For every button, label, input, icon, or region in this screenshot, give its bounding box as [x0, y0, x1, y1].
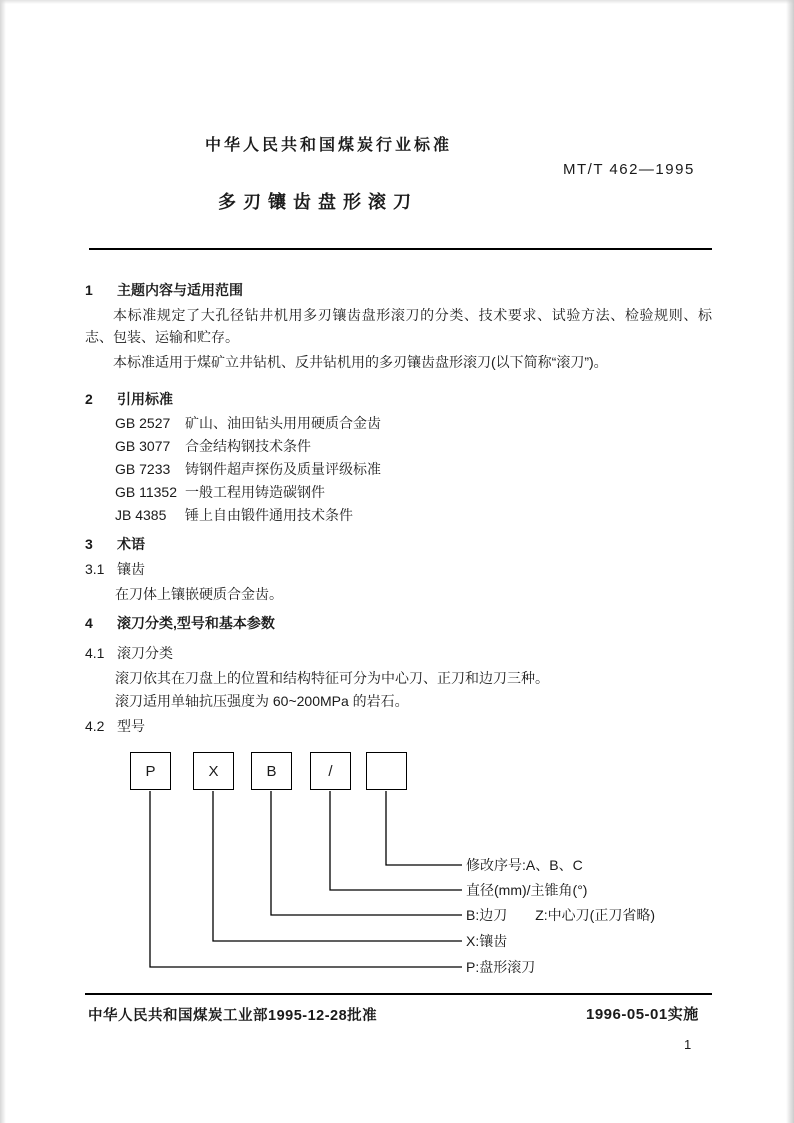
footer-divider	[85, 993, 712, 995]
reference-code: GB 3077	[115, 438, 171, 454]
reference-title: 一般工程用铸造碳钢件	[185, 484, 325, 500]
section-4-title: 滚刀分类,型号和基本参数	[117, 615, 275, 631]
model-designation-diagram	[0, 750, 794, 995]
reference-title: 合金结构钢技术条件	[185, 438, 311, 454]
page-number: 1	[684, 1037, 692, 1052]
section-4-heading	[85, 613, 275, 633]
clause-4-1-number: 4.1	[85, 645, 105, 661]
section-1-paragraph-2: 本标准适用于煤矿立井钻机、反井钻机用的多刃镶齿盘形滚刀(以下简称“滚刀”)。	[113, 354, 608, 370]
model-code-box-slash: /	[310, 752, 351, 790]
clause-4-1-title: 滚刀分类	[117, 645, 173, 661]
clause-4-2-heading	[85, 716, 145, 736]
clause-3-1-text: 在刀体上镶嵌硬质合金齿。	[115, 586, 283, 602]
clause-3-1-heading	[85, 559, 145, 579]
reference-title: 锤上自由锻件通用技术条件	[185, 507, 353, 523]
scan-edge-top	[0, 0, 794, 4]
clause-4-2-title: 型号	[117, 718, 145, 734]
section-3-heading	[85, 534, 145, 554]
section-2-heading	[85, 389, 173, 409]
clause-3-1-number: 3.1	[85, 561, 105, 577]
section-1-title: 主题内容与适用范围	[117, 282, 243, 298]
model-code-box-blank	[366, 752, 407, 790]
diagram-label-disc-cutter: P:盘形滚刀	[466, 959, 536, 975]
approval-statement: 中华人民共和国煤炭工业部1995-12-28批准	[88, 1008, 378, 1024]
reference-item	[115, 436, 311, 456]
reference-code: GB 2527	[115, 415, 171, 431]
model-code-box-p: P	[130, 752, 171, 790]
title-divider	[89, 248, 712, 250]
reference-code: GB 11352	[115, 484, 178, 500]
reference-code: GB 7233	[115, 461, 171, 477]
standard-category-heading: 中华人民共和国煤炭行业标准	[205, 137, 453, 154]
diagram-label-insert: X:镶齿	[466, 933, 508, 949]
model-code-box-b: B	[251, 752, 292, 790]
reference-item	[115, 459, 381, 479]
section-1-heading	[85, 280, 243, 300]
standard-number: MT/T 462—1995	[563, 161, 695, 178]
section-4-number: 4	[85, 615, 93, 631]
reference-item	[115, 505, 353, 525]
reference-code: JB 4385	[115, 507, 167, 523]
clause-4-2-number: 4.2	[85, 718, 105, 734]
clause-3-1-title: 镶齿	[117, 561, 145, 577]
clause-4-1-text-1: 滚刀依其在刀盘上的位置和结构特征可分为中心刀、正刀和边刀三种。	[115, 670, 549, 686]
section-1-paragraph-1: 本标准规定了大孔径钻井机用多刃镶齿盘形滚刀的分类、技术要求、试验方法、检验规则、标志、包装、运输和贮存。	[85, 307, 712, 345]
reference-item	[115, 413, 381, 433]
document-title: 多刃镶齿盘形滚刀	[218, 192, 418, 212]
diagram-label-position: B:边刀 Z:中心刀(正刀省略)	[466, 907, 655, 923]
reference-title: 矿山、油田钻头用用硬质合金齿	[185, 415, 381, 431]
diagram-label-revision: 修改序号:A、B、C	[466, 857, 583, 873]
diagram-label-diameter: 直径(mm)/主锥角(°)	[466, 882, 588, 898]
section-3-title: 术语	[117, 536, 145, 552]
model-code-box-x: X	[193, 752, 234, 790]
section-1-number: 1	[85, 282, 93, 298]
reference-title: 铸钢件超声探伤及质量评级标准	[185, 461, 381, 477]
clause-4-1-heading	[85, 643, 173, 663]
section-2-number: 2	[85, 391, 93, 407]
section-3-number: 3	[85, 536, 93, 552]
implementation-date: 1996-05-01实施	[586, 1006, 699, 1023]
reference-item	[115, 482, 325, 502]
clause-4-1-text-2: 滚刀适用单轴抗压强度为 60~200MPa 的岩石。	[115, 693, 409, 709]
section-2-title: 引用标准	[117, 391, 173, 407]
